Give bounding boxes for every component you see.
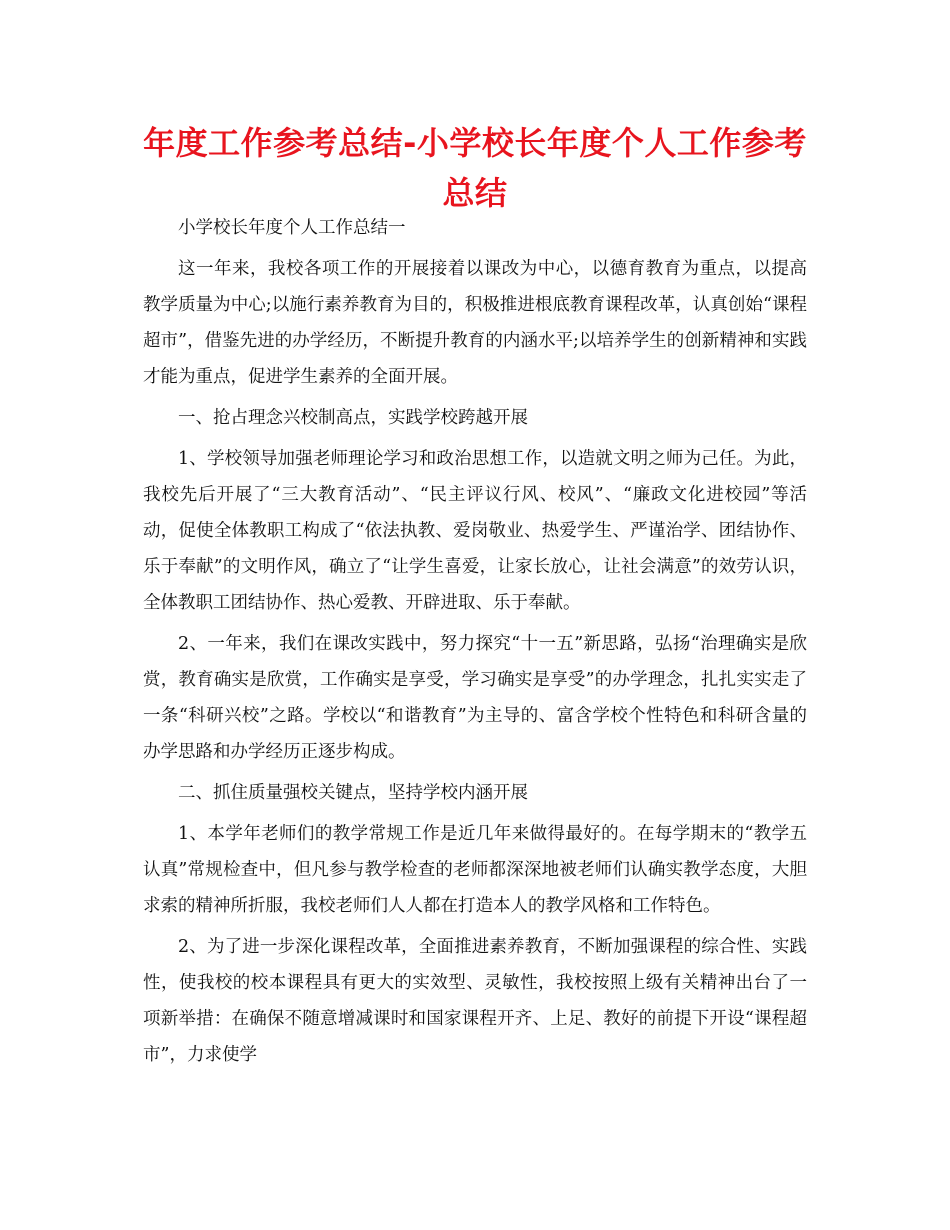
section-subtitle: 小学校长年度个人工作总结一	[178, 218, 406, 238]
body-paragraph: 1、本学年老师们的教学常规工作是近几年来做得最好的。在每学期末的“教学五认真”常规检查中，但凡参与教学检查的老师都深深地被老师们认确实教学态度，大胆求索的精神所折服，我校老师们人人都在打造本人的教学风格和工作特色。	[143, 824, 807, 916]
document-body	[143, 210, 807, 1078]
body-paragraph: 1、学校领导加强老师理论学习和政治思想工作，以造就文明之师为己任。为此，我校先后开展了“三大教育活动”、“民主评议行风、校风”、“廉政文化进校园”等活动，促使全体教职工构成了“依法执教、爱岗敬业、热爱学生、严谨治学、团结协作、乐于奉献”的文明作风，确立了“让学生喜爱，让家长放心，让社会满意”的效劳认识，全体教职工团结协作、热心爱教、开辟进取、乐于奉献。	[143, 449, 807, 613]
section-heading-2: 二、抓住质量强校关键点，坚持学校内涵开展	[178, 783, 528, 803]
section-heading-1: 一、抢占理念兴校制高点，实践学校跨越开展	[178, 408, 528, 428]
intro-paragraph: 这一年来，我校各项工作的开展接着以课改为中心，以德育教育为重点，以提高教学质量为中心;以施行素养教育为目的，积极推进根底教育课程改革，认真创始“课程超市”，借鉴先进的办学经历，不断提升教育的内涵水平;以培养学生的创新精神和实践才能为重点，促进学生素养的全面开展。	[143, 259, 807, 387]
body-paragraph: 2、为了进一步深化课程改革，全面推进素养教育，不断加强课程的综合性、实践性，使我校的校本课程具有更大的实效型、灵敏性，我校按照上级有关精神出台了一项新举措：在确保不随意增减课时和国家课程开齐、上足、教好的前提下开设“课程超市”，力求使学	[143, 937, 807, 1065]
body-paragraph: 2、一年来，我们在课改实践中，努力探究“十一五”新思路，弘扬“治理确实是欣赏，教育确实是欣赏，工作确实是享受，学习确实是享受”的办学理念，扎扎实实走了一条“科研兴校”之路。学校以“和谐教育”为主导的、富含学校个性特色和科研含量的办学思路和办学经历正逐步构成。	[143, 634, 807, 762]
document-title: 年度工作参考总结-小学校长年度个人工作参考总结	[143, 124, 807, 212]
